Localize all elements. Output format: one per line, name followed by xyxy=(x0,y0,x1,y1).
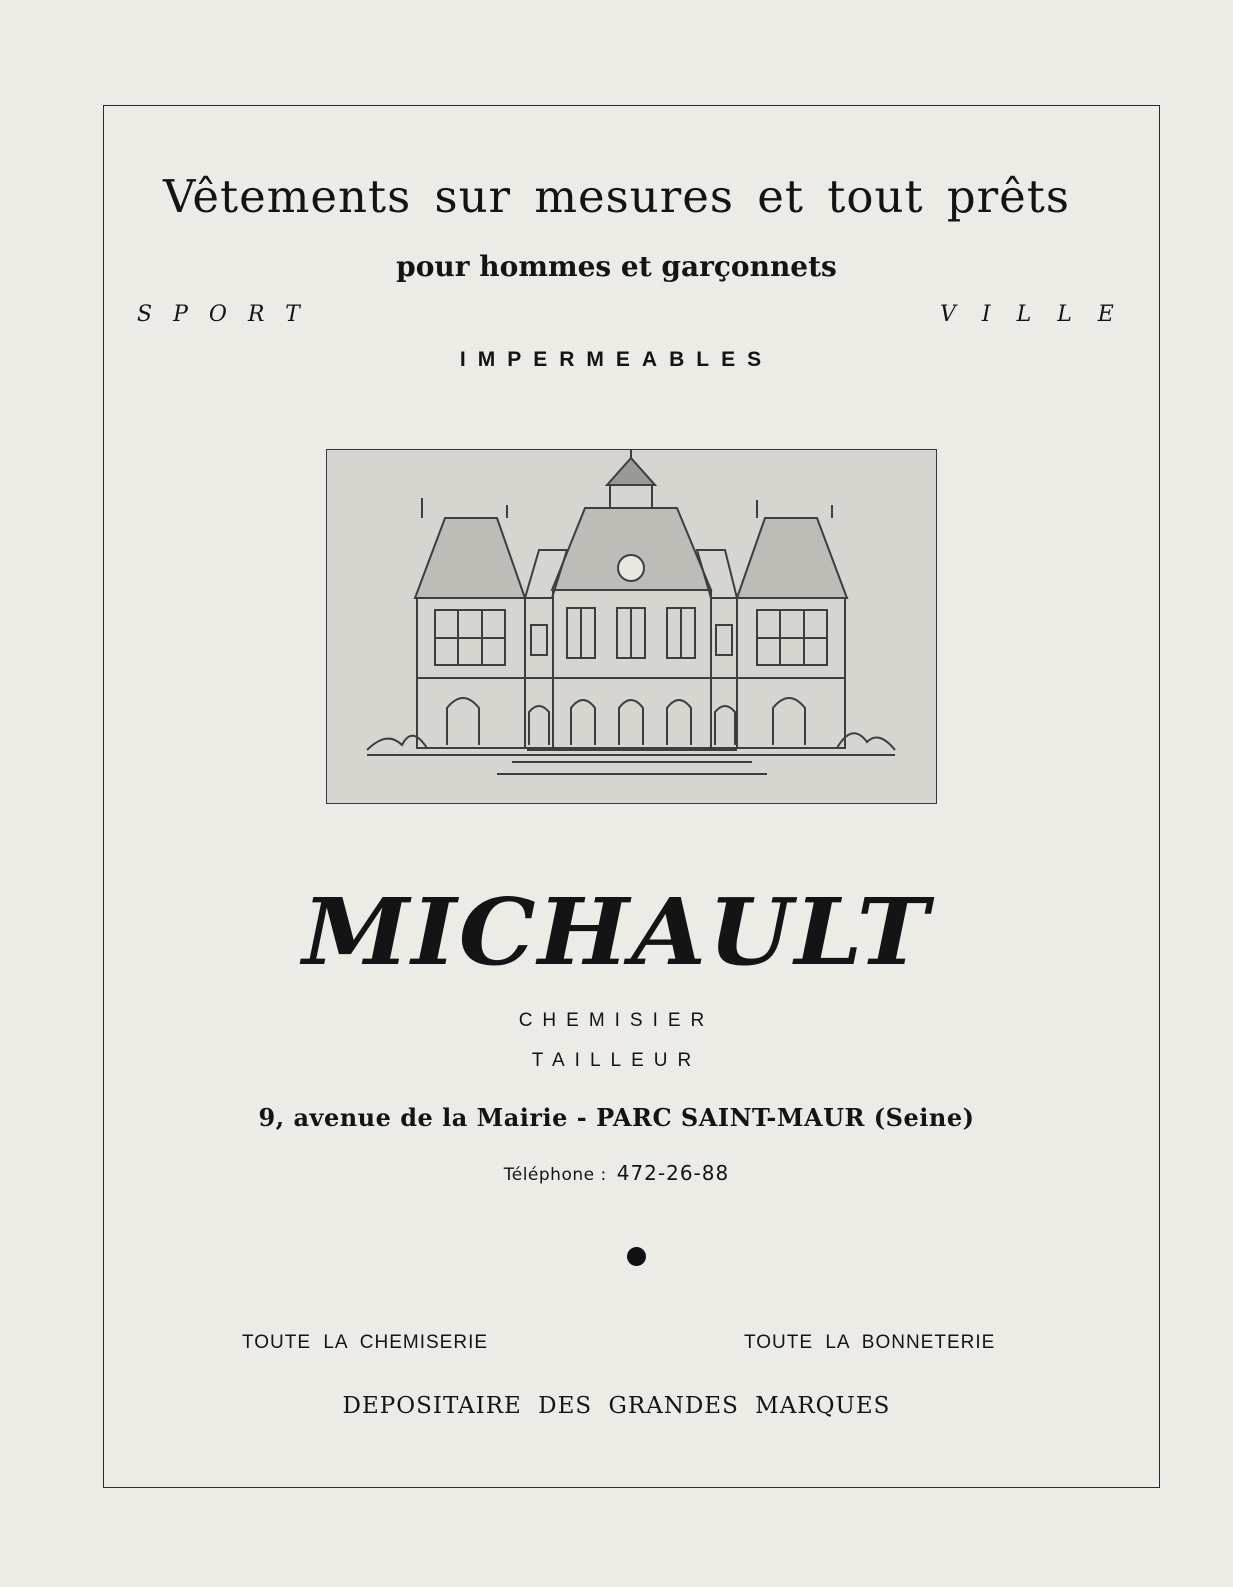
phone-label: Téléphone : xyxy=(503,1165,607,1185)
category-ville: VILLE xyxy=(940,302,1140,327)
brand-name: MICHAULT xyxy=(302,878,931,986)
footer-bonneterie: TOUTE LA BONNETERIE xyxy=(744,1332,996,1353)
subheadline: pour hommes et garçonnets xyxy=(396,250,837,283)
town-hall-building-drawing-icon xyxy=(327,450,935,802)
trade-tailleur: TAILLEUR xyxy=(531,1050,702,1071)
phone-line xyxy=(0,1161,1233,1185)
footer-depositaire: DEPOSITAIRE DES GRANDES MARQUES xyxy=(342,1393,891,1419)
bullet-dot-icon xyxy=(627,1247,646,1266)
town-hall-illustration xyxy=(326,449,937,804)
category-impermeables: IMPERMEABLES xyxy=(459,348,774,371)
footer-chemiserie: TOUTE LA CHEMISERIE xyxy=(242,1332,489,1353)
address: 9, avenue de la Mairie - PARC SAINT-MAUR (Seine) xyxy=(258,1103,975,1132)
phone-number: 472-26-88 xyxy=(616,1161,730,1185)
trade-chemisier: CHEMISIER xyxy=(518,1010,715,1031)
category-sport: SPORT xyxy=(137,302,321,327)
headline: Vêtements sur mesures et tout prêts xyxy=(163,170,1070,223)
